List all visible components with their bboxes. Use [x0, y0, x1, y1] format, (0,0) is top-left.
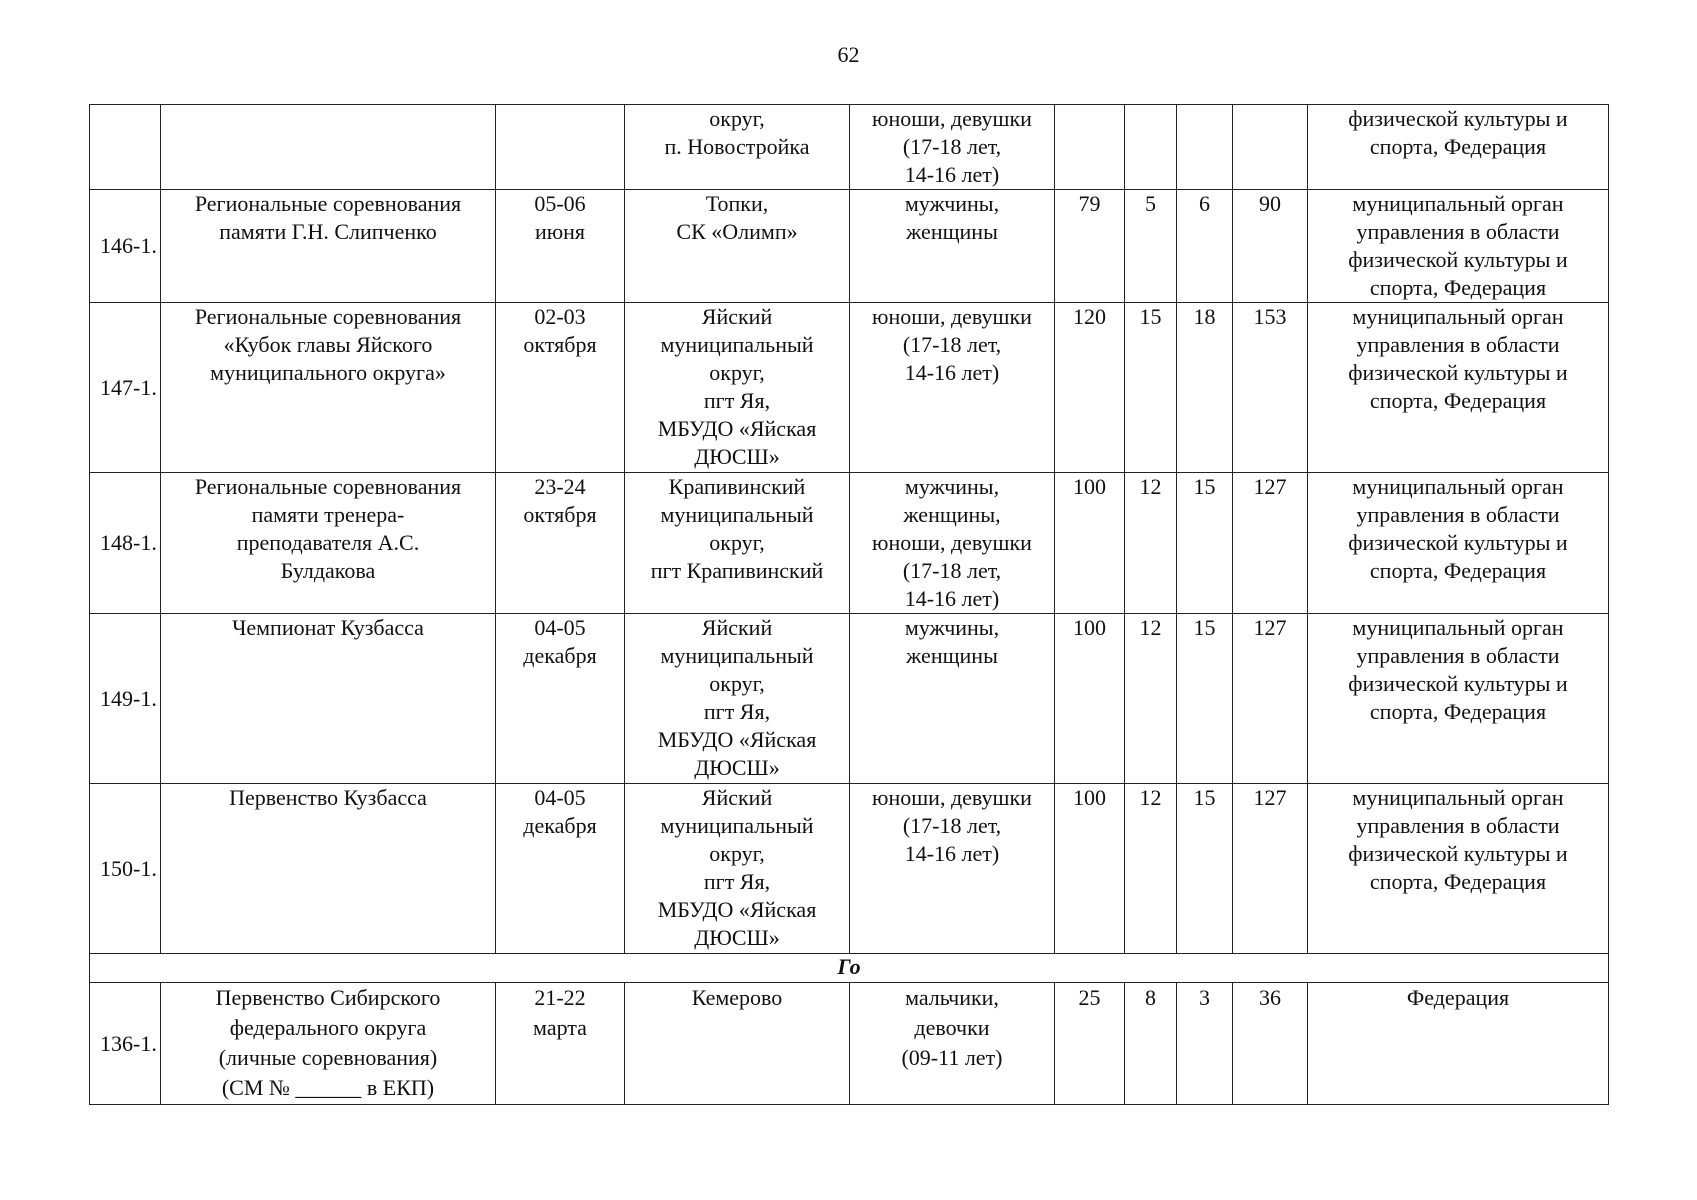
count-total: 90 [1233, 190, 1308, 303]
event-participants: мужчины, женщины [850, 614, 1055, 784]
event-participants: мужчины, женщины, юноши, девушки (17-18 лет, 14-16 лет) [850, 473, 1055, 614]
event-dates: 04-05 декабря [496, 784, 625, 954]
event-organizer: муниципальный орган управления в области физической культуры и спорта, Федерация [1308, 473, 1609, 614]
event-venue: Кемерово [625, 983, 850, 1105]
count-cell: 3 [1177, 983, 1233, 1105]
events-table [89, 104, 1609, 1105]
event-participants: юноши, девушки (17-18 лет, 14-16 лет) [850, 303, 1055, 473]
table-row [90, 983, 1609, 1105]
count-cell [1055, 105, 1125, 190]
count-total: 153 [1233, 303, 1308, 473]
event-participants: мужчины, женщины [850, 190, 1055, 303]
event-dates: 02-03 октября [496, 303, 625, 473]
event-dates: 21-22 марта [496, 983, 625, 1105]
event-name: Чемпионат Кузбасса [161, 614, 496, 784]
count-cell [1125, 105, 1177, 190]
count-cell: 15 [1177, 473, 1233, 614]
count-cell: 79 [1055, 190, 1125, 303]
event-dates: 04-05 декабря [496, 614, 625, 784]
count-cell: 100 [1055, 784, 1125, 954]
event-number: 149-1. [90, 614, 161, 784]
event-venue: Крапивинский муниципальный округ, пгт Крапивинский [625, 473, 850, 614]
table-row [90, 473, 1609, 614]
event-dates [496, 105, 625, 190]
event-name: Региональные соревнования «Кубок главы Яйского муниципального округа» [161, 303, 496, 473]
count-cell: 12 [1125, 614, 1177, 784]
table-row [90, 303, 1609, 473]
event-number [90, 105, 161, 190]
event-number: 147-1. [90, 303, 161, 473]
count-total: 127 [1233, 614, 1308, 784]
count-total: 127 [1233, 473, 1308, 614]
count-cell: 100 [1055, 614, 1125, 784]
count-cell [1177, 105, 1233, 190]
event-number: 136-1. [90, 983, 161, 1105]
event-dates: 05-06 июня [496, 190, 625, 303]
event-name [161, 105, 496, 190]
count-cell: 12 [1125, 784, 1177, 954]
event-participants: мальчики, девочки (09-11 лет) [850, 983, 1055, 1105]
table-row [90, 105, 1609, 190]
event-name: Региональные соревнования памяти Г.Н. Слипченко [161, 190, 496, 303]
event-number: 150-1. [90, 784, 161, 954]
event-participants: юноши, девушки (17-18 лет, 14-16 лет) [850, 105, 1055, 190]
event-venue: Топки, СК «Олимп» [625, 190, 850, 303]
event-name: Первенство Сибирского федерального округа (личные соревнования) (СМ № ______ в ЕКП) [161, 983, 496, 1105]
count-total: 127 [1233, 784, 1308, 954]
event-organizer: муниципальный орган управления в области физической культуры и спорта, Федерация [1308, 784, 1609, 954]
event-number: 146-1. [90, 190, 161, 303]
count-total: 36 [1233, 983, 1308, 1105]
count-cell: 25 [1055, 983, 1125, 1105]
table-row [90, 784, 1609, 954]
event-dates: 23-24 октября [496, 473, 625, 614]
event-organizer: муниципальный орган управления в области физической культуры и спорта, Федерация [1308, 614, 1609, 784]
event-participants: юноши, девушки (17-18 лет, 14-16 лет) [850, 784, 1055, 954]
event-name: Региональные соревнования памяти тренера- преподавателя А.С. Булдакова [161, 473, 496, 614]
count-cell: 100 [1055, 473, 1125, 614]
event-name: Первенство Кузбасса [161, 784, 496, 954]
section-title: Го [90, 954, 1609, 983]
section-header-row [90, 954, 1609, 983]
table-row [90, 614, 1609, 784]
event-number: 148-1. [90, 473, 161, 614]
event-organizer: Федерация [1308, 983, 1609, 1105]
count-cell: 6 [1177, 190, 1233, 303]
count-cell: 15 [1125, 303, 1177, 473]
page-number: 62 [837, 42, 860, 67]
count-cell: 15 [1177, 614, 1233, 784]
count-cell: 8 [1125, 983, 1177, 1105]
event-venue: Яйский муниципальный округ, пгт Яя, МБУДО «Яйская ДЮСШ» [625, 784, 850, 954]
count-cell: 15 [1177, 784, 1233, 954]
table-row [90, 190, 1609, 303]
count-cell: 18 [1177, 303, 1233, 473]
event-venue: Яйский муниципальный округ, пгт Яя, МБУДО «Яйская ДЮСШ» [625, 303, 850, 473]
count-total [1233, 105, 1308, 190]
count-cell: 120 [1055, 303, 1125, 473]
event-venue: округ, п. Новостройка [625, 105, 850, 190]
event-organizer: муниципальный орган управления в области физической культуры и спорта, Федерация [1308, 190, 1609, 303]
count-cell: 12 [1125, 473, 1177, 614]
event-organizer: муниципальный орган управления в области физической культуры и спорта, Федерация [1308, 303, 1609, 473]
count-cell: 5 [1125, 190, 1177, 303]
event-venue: Яйский муниципальный округ, пгт Яя, МБУДО «Яйская ДЮСШ» [625, 614, 850, 784]
event-organizer: физической культуры и спорта, Федерация [1308, 105, 1609, 190]
